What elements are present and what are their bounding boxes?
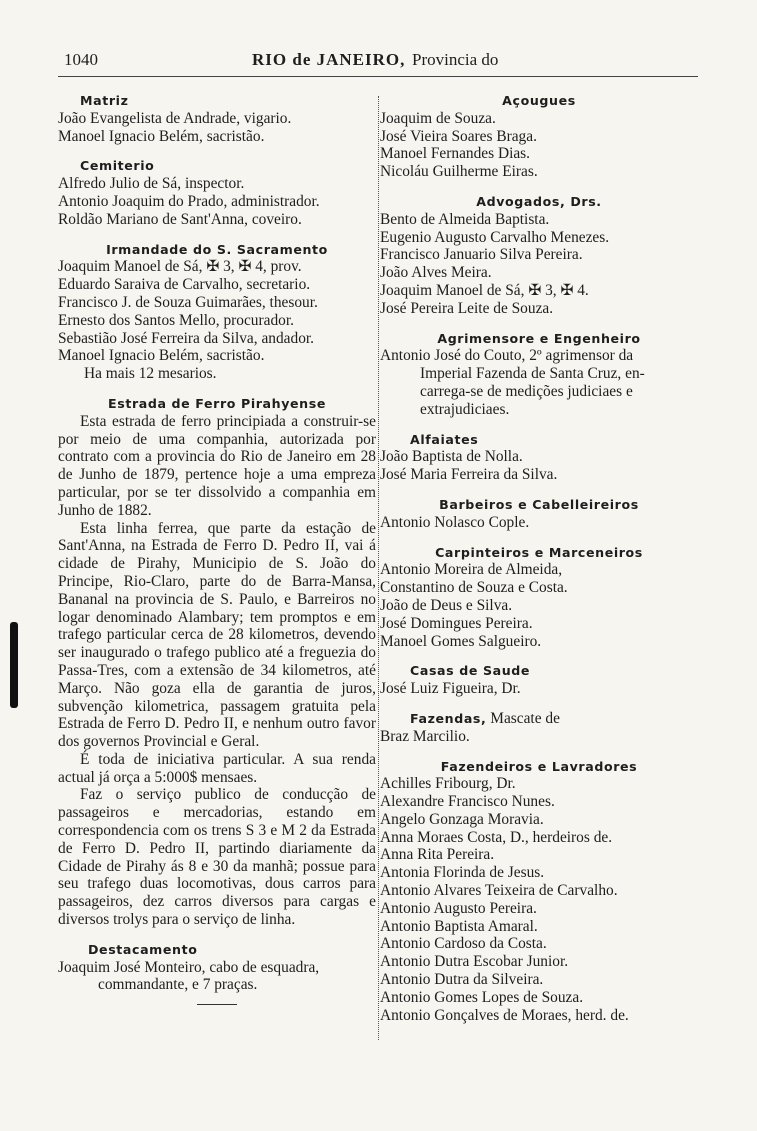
page-number: 1040 (64, 50, 98, 69)
list-item: carrega-se de medições judiciaes e (420, 382, 633, 400)
list-item: Achilles Fribourg, Dr. (380, 775, 516, 793)
section-agrimensores (380, 330, 698, 419)
section-title: Açougues (502, 93, 576, 108)
paragraph: É toda de iniciativa particular. A sua renda actual já orça a 5:000$ mensaes. (58, 750, 376, 786)
right-column (380, 92, 698, 1024)
list-item: Antonio Cardoso da Costa. (380, 935, 547, 953)
section-title: Advogados, Drs. (476, 193, 602, 209)
list-item: Antonio José do Couto, 2º agrimensor da (380, 347, 634, 365)
list-item: João Alves Meira. (380, 264, 492, 282)
section-title: Estrada de Ferro Pirahyense (108, 395, 326, 411)
list-item: Braz Marcilio. (380, 727, 470, 745)
end-rule (197, 1004, 237, 1005)
section-title: Irmandade do S. Sacramento (106, 241, 328, 257)
paragraph: Esta linha ferrea, que parte da estação de Sant'Anna, na Estrada de Ferro D. Pedro II, vai á cidade de Pirahy, Municipio de S. João do Principe, Rio-Claro, parte do de Barra-Mansa, Bananal na provincia de S. Paulo, e Barreiros no logar denominado Alambary; tem promptos e em trafego particular cerca de 28 kilometros, devendo ser inaugurado o trafego publico até a freguezia do Passa-Tres, com a extensão de 34 kilometros, até Março. Não goza ella de garantia de juros, subvenção kilometrica, passagem gratuita pela Estrada de Ferro D. Pedro II, e nenhum outro favor dos governos Provincial e Geral. (58, 519, 376, 751)
list-item: Manoel Ignacio Belém, sacristão. (58, 127, 265, 145)
left-column (58, 92, 376, 1005)
section-matriz (58, 92, 376, 145)
list-item: Roldão Mariano de Sant'Anna, coveiro. (58, 210, 302, 228)
list-item: commandante, e 7 praças. (98, 976, 258, 994)
list-item: Eugenio Augusto Carvalho Menezes. (380, 228, 610, 246)
list-item: Anna Moraes Costa, D., herdeiros de. (380, 828, 613, 846)
list-item (380, 710, 698, 728)
section-irmandade (58, 241, 376, 383)
section-alfaiates (380, 431, 698, 484)
list-item: Francisco J. de Souza Guimarães, thesour. (58, 293, 318, 311)
list-item: João Evangelista de Andrade, vigario. (58, 109, 292, 127)
section-title: Fazendas, (410, 710, 487, 726)
list-item: Antonio Joaquim do Prado, administrador. (58, 192, 320, 210)
section-cemiterio (58, 157, 376, 228)
list-item: Joaquim Manoel de Sá, ✠ 3, ✠ 4, prov. (58, 258, 302, 276)
section-title: Fazendeiros e Lavradores (440, 758, 638, 774)
column-divider (378, 96, 379, 1040)
list-item: Sebastião José Ferreira da Silva, andador. (58, 329, 315, 347)
section-acougues (380, 92, 698, 181)
section-title: Casas de Saude (410, 663, 531, 679)
list-item: Joaquim Manoel de Sá, ✠ 3, ✠ 4. (380, 281, 589, 299)
list-item: José Maria Ferreira da Silva. (380, 466, 558, 484)
section-title: Barbeiros e Cabelleireiros (439, 496, 639, 512)
list-item: Antonia Florinda de Jesus. (380, 864, 545, 882)
list-item: Alexandre Francisco Nunes. (380, 793, 555, 811)
section-title: Matriz (80, 93, 129, 108)
ink-blot (10, 622, 18, 708)
header-rule (58, 76, 698, 77)
list-item: extrajudiciaes. (420, 400, 510, 418)
list-item: Imperial Fazenda de Santa Cruz, en- (420, 365, 645, 383)
list-item: Eduardo Saraiva de Carvalho, secretario. (58, 276, 311, 294)
list-item: Joaquim de Souza. (380, 109, 496, 127)
list-item: Antonio Augusto Pereira. (380, 899, 537, 917)
list-item: Manoel Ignacio Belém, sacristão. (58, 347, 265, 365)
list-item: Anna Rita Pereira. (380, 846, 495, 864)
header-province: Provincia do (412, 50, 499, 69)
list-item: Antonio Baptista Amaral. (380, 917, 538, 935)
section-fazendeiros (380, 758, 698, 1025)
header-city: RIO de JANEIRO, (252, 50, 406, 69)
list-item: Antonio Dutra da Silveira. (380, 971, 544, 989)
list-item: Antonio Moreira de Almeida, (380, 561, 563, 579)
list-item: Antonio Gomes Lopes de Souza. (380, 988, 584, 1006)
list-item: José Domingues Pereira. (380, 614, 533, 632)
list-item: Antonio Gonçalves de Moraes, herd. de. (380, 1006, 629, 1024)
section-title: Carpinteiros e Marceneiros (435, 544, 643, 560)
list-item: Francisco Januario Silva Pereira. (380, 246, 583, 264)
list-item: Antonio Dutra Escobar Junior. (380, 953, 569, 971)
section-casas-saude (380, 662, 698, 698)
list-item-text: Mascate de (490, 709, 560, 727)
list-item: Manoel Fernandes Dias. (380, 145, 531, 163)
list-item: José Pereira Leite de Souza. (380, 299, 554, 317)
list-item: João Baptista de Nolla. (380, 448, 523, 466)
list-item: José Luiz Figueira, Dr. (380, 680, 521, 698)
list-item: Antonio Nolasco Cople. (380, 513, 530, 531)
list-item: Manoel Gomes Salgueiro. (380, 632, 542, 650)
section-advogados (380, 193, 698, 318)
section-estrada (58, 395, 376, 929)
section-carpinteiros (380, 544, 698, 651)
list-item: Ha mais 12 mesarios. (84, 365, 217, 383)
paragraph: Esta estrada de ferro principiada a construir-se por meio de uma companhia, autorizada por contrato com a provincia do Rio de Janeiro em 28 de Junho de 1879, pertence hoje a uma empreza particular, por se ter dissolvido a companhia em Junho de 1882. (58, 412, 376, 519)
list-item: Joaquim José Monteiro, cabo de esquadra, (58, 958, 320, 976)
list-item: Alfredo Julio de Sá, inspector. (58, 175, 245, 193)
section-title: Cemiterio (80, 158, 155, 174)
section-barbeiros (380, 496, 698, 532)
section-title: Destacamento (88, 941, 198, 957)
list-item: Nicoláu Guilherme Eiras. (380, 163, 538, 181)
section-fazendas (380, 710, 698, 746)
paragraph: Faz o serviço publico de conducção de passageiros e mercadorias, estando em correspondencia com os trens S 3 e M 2 da Estrada de Ferro D. Pedro II, partindo diariamente da Cidade de Pirahy ás 8 e 30 da manhã; possue para seu trafego duas locomotivas, dous carros para passageiros, dez carros diversos para cargas e diversos trolys para o serviço de linha. (58, 786, 376, 929)
section-title: Agrimensore e Engenheiro (437, 330, 641, 346)
list-item: Antonio Alvares Teixeira de Carvalho. (380, 882, 618, 900)
section-destacamento (58, 941, 376, 1005)
list-item: José Vieira Soares Braga. (380, 127, 537, 145)
section-title: Alfaiates (410, 431, 479, 447)
list-item: Angelo Gonzaga Moravia. (380, 810, 544, 828)
list-item: Ernesto dos Santos Mello, procurador. (58, 311, 294, 329)
list-item: Bento de Almeida Baptista. (380, 210, 550, 228)
list-item: Constantino de Souza e Costa. (380, 579, 568, 597)
list-item: João de Deus e Silva. (380, 596, 513, 614)
